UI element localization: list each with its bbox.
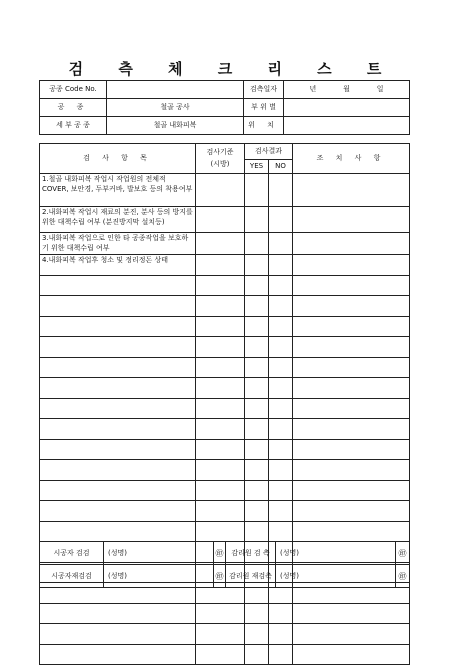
yes-cell[interactable] xyxy=(245,501,269,522)
no-cell[interactable] xyxy=(269,296,293,317)
info-table xyxy=(39,80,410,135)
seal-icon: ㊞ xyxy=(214,542,226,565)
standard-cell[interactable] xyxy=(196,644,245,665)
yes-cell[interactable] xyxy=(245,460,269,481)
yes-cell[interactable] xyxy=(245,398,269,419)
header-item: 검 사 항 목 xyxy=(40,144,196,174)
checklist-row xyxy=(40,337,410,358)
no-cell[interactable] xyxy=(269,501,293,522)
yes-cell[interactable] xyxy=(245,603,269,624)
header-standard-line2: (시방) xyxy=(210,160,230,168)
yes-cell[interactable] xyxy=(245,419,269,440)
header-standard-line1: 검사기준 xyxy=(206,148,234,156)
location-label: 위 치 xyxy=(244,117,284,135)
standard-cell[interactable] xyxy=(196,439,245,460)
no-cell[interactable] xyxy=(269,603,293,624)
yes-cell[interactable] xyxy=(245,233,269,255)
header-no: NO xyxy=(269,160,293,174)
checklist-row xyxy=(40,275,410,296)
yes-cell[interactable] xyxy=(245,624,269,645)
header-result: 검사결과 xyxy=(245,144,293,160)
detail-label: 세 부 공 종 xyxy=(40,117,107,135)
header-yes: YES xyxy=(245,160,269,174)
checklist-row xyxy=(40,439,410,460)
action-cell[interactable] xyxy=(293,644,410,665)
no-cell[interactable] xyxy=(269,174,293,207)
standard-cell[interactable] xyxy=(196,275,245,296)
contractor-reinspect-label: 시공자재검검 xyxy=(40,565,104,588)
action-cell[interactable] xyxy=(293,357,410,378)
checklist-item xyxy=(40,480,196,501)
checklist-row xyxy=(40,480,410,501)
supervisor-inspect-name[interactable]: (성명) xyxy=(276,542,396,565)
checklist-row xyxy=(40,255,410,276)
signature-table xyxy=(39,541,410,588)
yes-cell[interactable] xyxy=(245,439,269,460)
contractor-inspect-label: 시공자 검검 xyxy=(40,542,104,565)
no-cell[interactable] xyxy=(269,439,293,460)
yes-cell[interactable] xyxy=(245,480,269,501)
action-cell[interactable] xyxy=(293,174,410,207)
yes-cell[interactable] xyxy=(245,644,269,665)
action-cell[interactable] xyxy=(293,378,410,399)
action-cell[interactable] xyxy=(293,419,410,440)
checklist-item: 3.내화피복 작업으로 인한 타 공종작업을 보호하기 위한 대책수립 여부 xyxy=(40,233,196,255)
no-cell[interactable] xyxy=(269,624,293,645)
checklist-item xyxy=(40,378,196,399)
standard-cell[interactable] xyxy=(196,233,245,255)
code-label: 공종 Code No. xyxy=(40,81,107,99)
checklist-item xyxy=(40,439,196,460)
no-cell[interactable] xyxy=(269,337,293,358)
action-cell[interactable] xyxy=(293,460,410,481)
yes-cell[interactable] xyxy=(245,174,269,207)
checklist-item xyxy=(40,644,196,665)
checklist-item xyxy=(40,624,196,645)
action-cell[interactable] xyxy=(293,275,410,296)
action-cell[interactable] xyxy=(293,501,410,522)
action-cell[interactable] xyxy=(293,316,410,337)
no-cell[interactable] xyxy=(269,378,293,399)
action-cell[interactable] xyxy=(293,624,410,645)
supervisor-inspect-label: 감리원 검 측 xyxy=(226,542,276,565)
action-cell[interactable] xyxy=(293,337,410,358)
standard-cell[interactable] xyxy=(196,624,245,645)
checklist-row xyxy=(40,316,410,337)
standard-cell[interactable] xyxy=(196,460,245,481)
date-month: 월 xyxy=(343,85,350,93)
date-value[interactable] xyxy=(284,81,410,99)
checklist-row xyxy=(40,174,410,207)
no-cell[interactable] xyxy=(269,233,293,255)
part-label: 부 위 별 xyxy=(244,99,284,117)
standard-cell[interactable] xyxy=(196,255,245,276)
supervisor-reinspect-label: 감리원 재검측 xyxy=(226,565,276,588)
no-cell[interactable] xyxy=(269,419,293,440)
work-value[interactable]: 철골 공사 xyxy=(107,99,244,117)
standard-cell[interactable] xyxy=(196,316,245,337)
checklist-item xyxy=(40,603,196,624)
no-cell[interactable] xyxy=(269,357,293,378)
no-cell[interactable] xyxy=(269,275,293,296)
yes-cell[interactable] xyxy=(245,337,269,358)
checklist-item: 1.철골 내화피복 작업시 작업원의 전체적 COVER, 보안경, 두부커바, 발보호 등의 착용여부 xyxy=(40,174,196,207)
checklist-item xyxy=(40,296,196,317)
no-cell[interactable] xyxy=(269,480,293,501)
header-action: 조 치 사 항 xyxy=(293,144,410,174)
action-cell[interactable] xyxy=(293,296,410,317)
no-cell[interactable] xyxy=(269,255,293,276)
part-value[interactable] xyxy=(284,99,410,117)
contractor-inspect-name[interactable]: (성명) xyxy=(104,542,214,565)
yes-cell[interactable] xyxy=(245,378,269,399)
action-cell[interactable] xyxy=(293,521,410,542)
checklist-row xyxy=(40,501,410,522)
standard-cell[interactable] xyxy=(196,207,245,233)
no-cell[interactable] xyxy=(269,207,293,233)
checklist-row xyxy=(40,207,410,233)
no-cell[interactable] xyxy=(269,644,293,665)
checklist-item xyxy=(40,521,196,542)
no-cell[interactable] xyxy=(269,521,293,542)
date-year: 년 xyxy=(309,85,317,93)
checklist-row xyxy=(40,398,410,419)
yes-cell[interactable] xyxy=(245,296,269,317)
standard-cell[interactable] xyxy=(196,419,245,440)
standard-cell[interactable] xyxy=(196,603,245,624)
checklist-item xyxy=(40,501,196,522)
checklist-item xyxy=(40,275,196,296)
standard-cell[interactable] xyxy=(196,337,245,358)
checklist-item xyxy=(40,316,196,337)
yes-cell[interactable] xyxy=(245,316,269,337)
no-cell[interactable] xyxy=(269,460,293,481)
standard-cell[interactable] xyxy=(196,480,245,501)
standard-cell[interactable] xyxy=(196,378,245,399)
action-cell[interactable] xyxy=(293,233,410,255)
standard-cell[interactable] xyxy=(196,357,245,378)
action-cell[interactable] xyxy=(293,255,410,276)
header-standard xyxy=(196,144,245,174)
checklist-row xyxy=(40,233,410,255)
seal-icon: ㊞ xyxy=(396,565,410,588)
standard-cell[interactable] xyxy=(196,398,245,419)
location-value[interactable] xyxy=(284,117,410,135)
yes-cell[interactable] xyxy=(245,207,269,233)
date-label: 검측일자 xyxy=(244,81,284,99)
contractor-reinspect-name[interactable]: (성명) xyxy=(104,565,214,588)
action-cell[interactable] xyxy=(293,207,410,233)
yes-cell[interactable] xyxy=(245,521,269,542)
checklist-row xyxy=(40,624,410,645)
checklist-item xyxy=(40,337,196,358)
seal-icon: ㊞ xyxy=(214,565,226,588)
checklist-item: 2.내화피복 작업시 재료의 분진, 분사 등의 방지를 위한 대책수립 여부 (분진방지막 설치등) xyxy=(40,207,196,233)
checklist-row xyxy=(40,296,410,317)
date-day: 일 xyxy=(376,85,384,93)
checklist-item xyxy=(40,398,196,419)
standard-cell[interactable] xyxy=(196,501,245,522)
checklist-item xyxy=(40,460,196,481)
yes-cell[interactable] xyxy=(245,275,269,296)
checklist-item xyxy=(40,419,196,440)
work-label: 공 종 xyxy=(40,99,107,117)
checklist-row xyxy=(40,603,410,624)
checklist-row xyxy=(40,460,410,481)
checklist-row xyxy=(40,357,410,378)
standard-cell[interactable] xyxy=(196,521,245,542)
standard-cell[interactable] xyxy=(196,174,245,207)
checklist-row xyxy=(40,644,410,665)
action-cell[interactable] xyxy=(293,398,410,419)
action-cell[interactable] xyxy=(293,439,410,460)
yes-cell[interactable] xyxy=(245,357,269,378)
checklist-row xyxy=(40,521,410,542)
yes-cell[interactable] xyxy=(245,255,269,276)
page-title: 검 측 체 크 리 스 트 xyxy=(68,60,397,78)
no-cell[interactable] xyxy=(269,316,293,337)
code-value[interactable] xyxy=(107,81,244,99)
detail-value[interactable]: 철골 내화피복 xyxy=(107,117,244,135)
checklist-body xyxy=(40,174,410,665)
seal-icon: ㊞ xyxy=(396,542,410,565)
standard-cell[interactable] xyxy=(196,296,245,317)
action-cell[interactable] xyxy=(293,603,410,624)
action-cell[interactable] xyxy=(293,480,410,501)
no-cell[interactable] xyxy=(269,398,293,419)
checklist-item: 4.내화피복 작업후 청소 및 정리정돈 상태 xyxy=(40,255,196,276)
checklist-row xyxy=(40,378,410,399)
supervisor-reinspect-name[interactable]: (성명) xyxy=(276,565,396,588)
checklist-row xyxy=(40,419,410,440)
checklist-item xyxy=(40,357,196,378)
